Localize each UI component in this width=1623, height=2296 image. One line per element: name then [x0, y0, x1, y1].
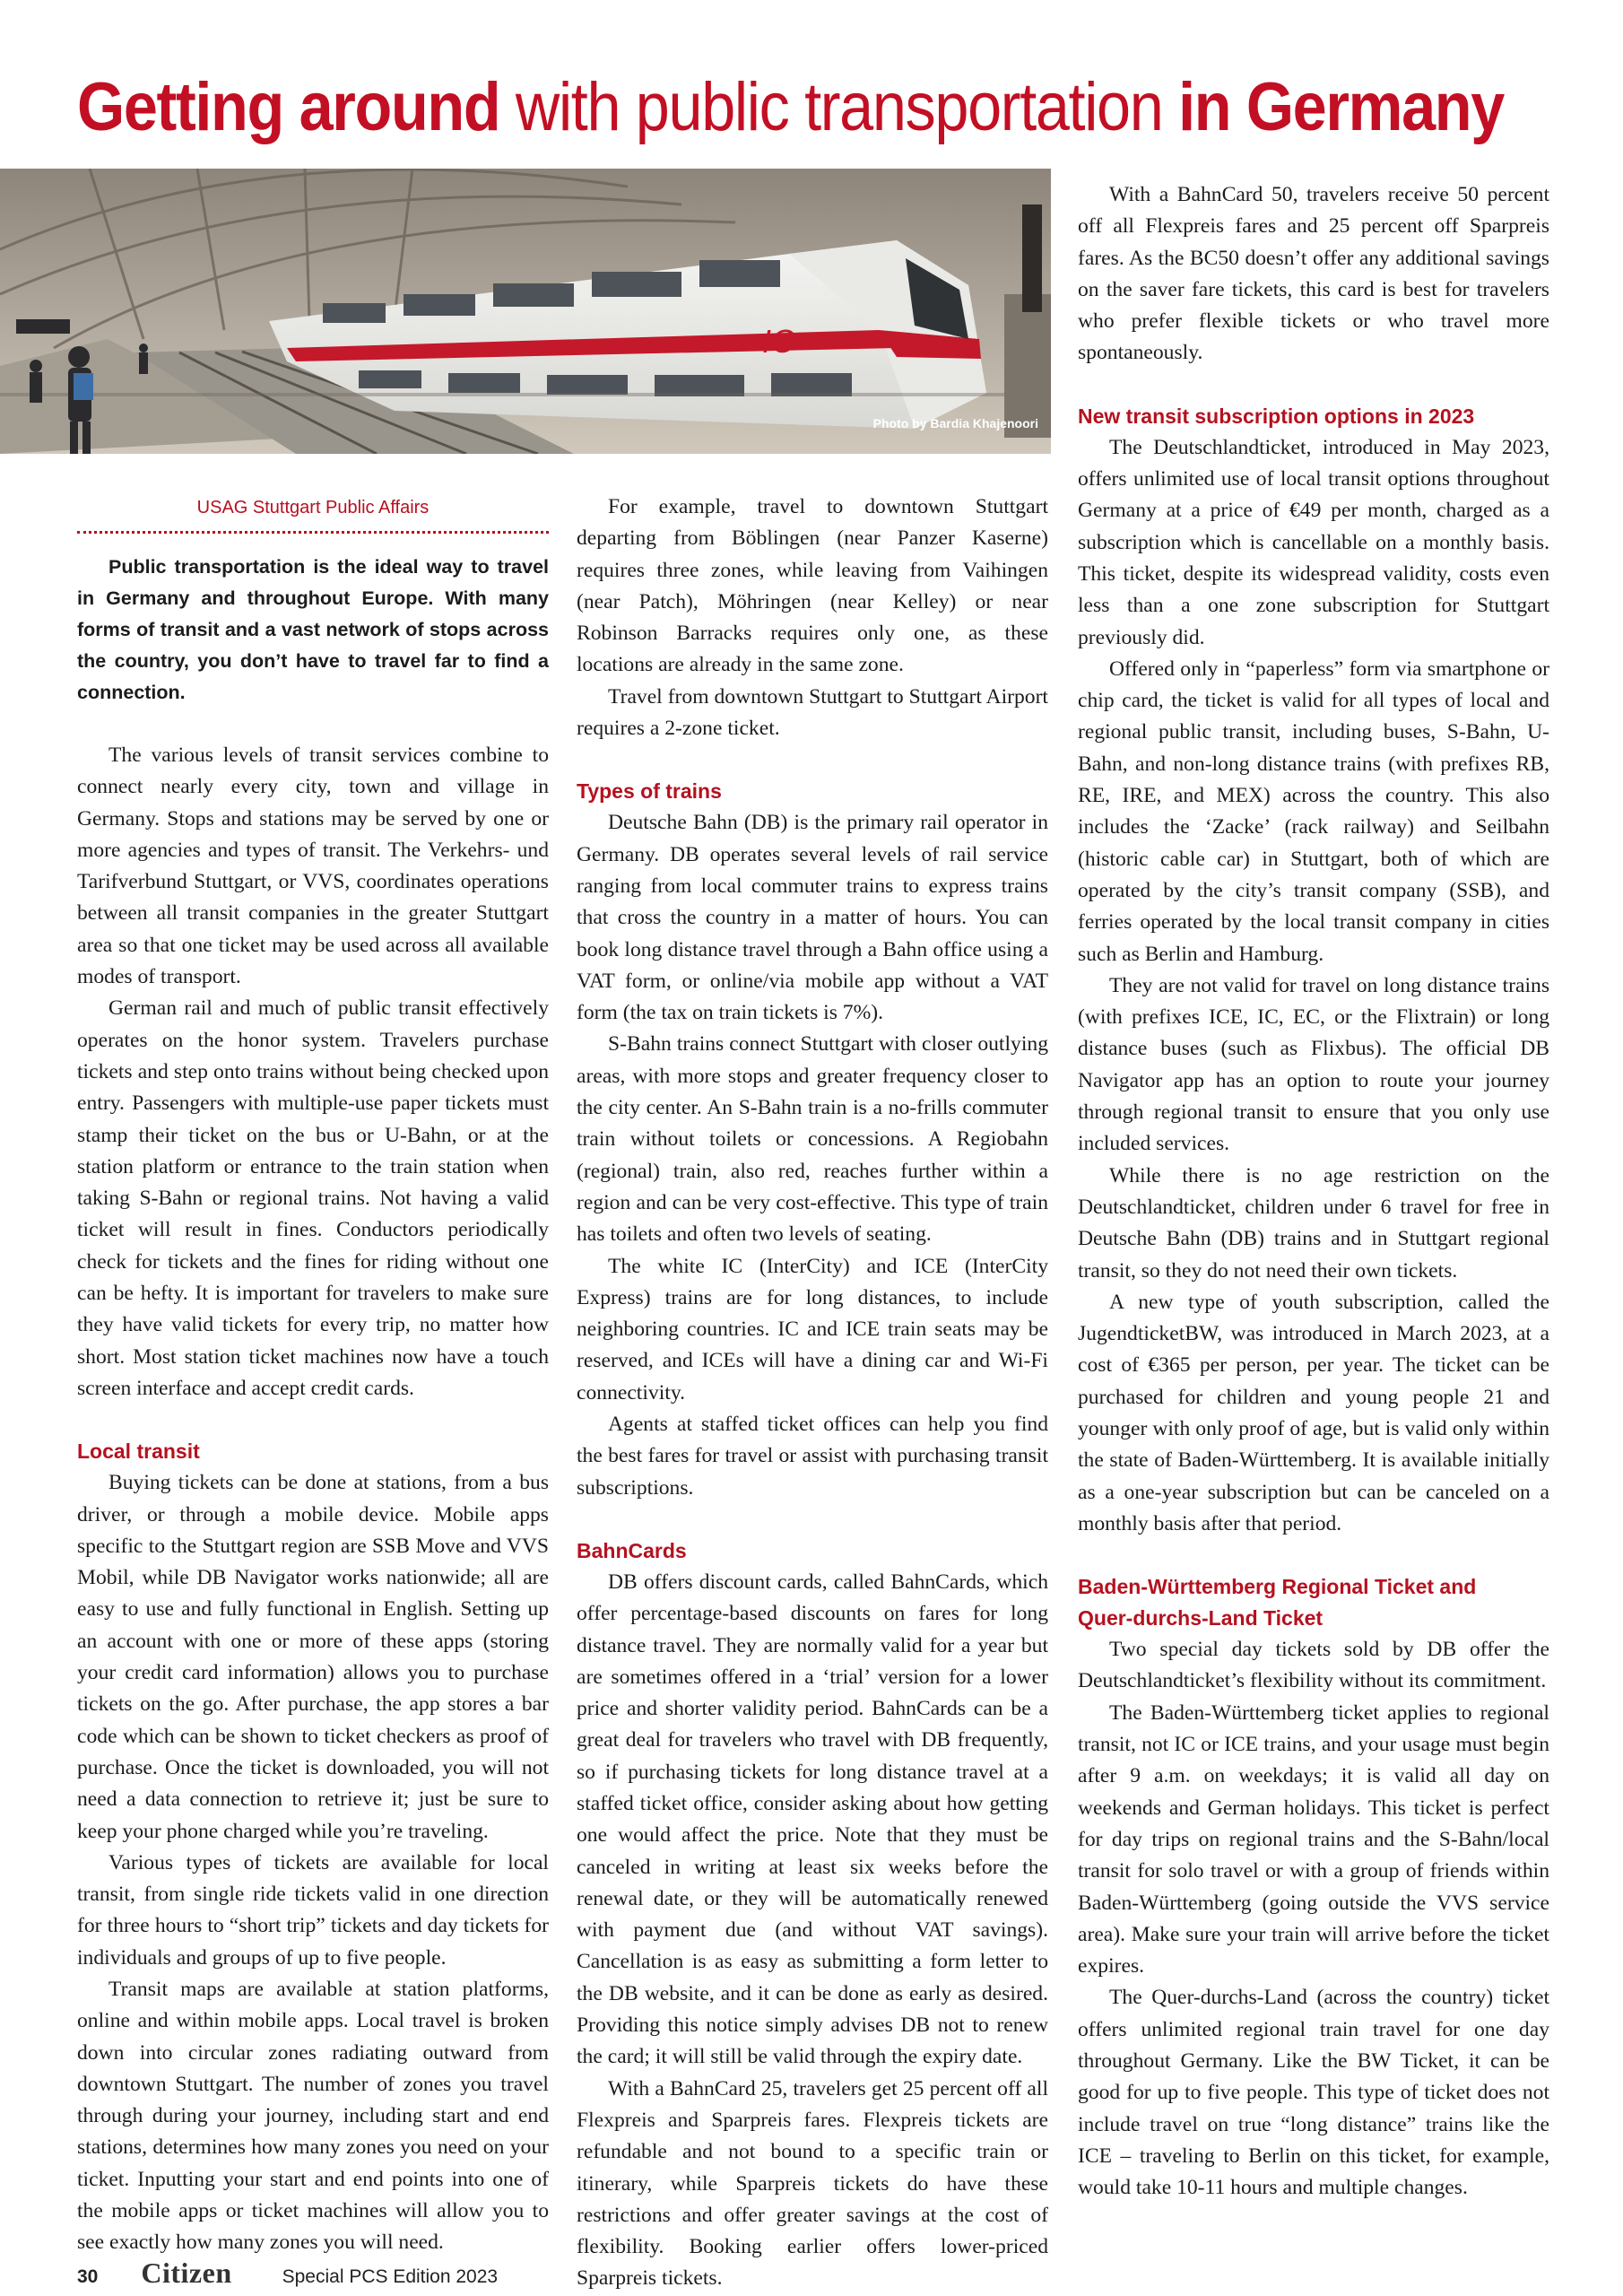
column-1: [77, 493, 549, 2259]
title-part-1: Getting around: [77, 69, 500, 145]
paragraph: The Deutschlandticket, introduced in May 2023, offers unlimited use of local transit options throughout Germany at a price of €49 per month, charged as a subscription which is cancellable on a monthly basis. This ticket, despite its widespread validity, costs even less than a one zone subscription for Stuttgart previously did.: [1078, 435, 1549, 649]
title-part-2: with public transportation: [499, 69, 1179, 145]
paragraph: S-Bahn trains connect Stuttgart with closer outlying areas, with more stops and greater frequency closer to the city center. An S-Bahn train is a no-frills commuter train without toilets or concessions. A Regiobahn (regional) train, also red, reaches further within a region and can be very cost-effective. This type of train has toilets and often two levels of seating.: [577, 1032, 1048, 1247]
article-title: [77, 63, 1504, 152]
paragraph: The white IC (InterCity) and ICE (InterCity Express) trains are for long distances, to include neighboring countries. IC and ICE train seats may be reserved, and ICEs will have a dining car and Wi-Fi connectivity.: [577, 1254, 1048, 1405]
paragraph: Travel from downtown Stuttgart to Stuttgart Airport requires a 2-zone ticket.: [577, 684, 1048, 741]
section-heading-bahncards: BahnCards: [577, 1538, 687, 1562]
train-station-photo: [0, 169, 1051, 454]
paragraph: The Baden-Württemberg ticket applies to regional transit, not IC or ICE trains, and your usage must begin after 9 a.m. on weekdays; it is valid all day on weekends and German holidays. This ticket is perfect for day trips on regional trains and the S-Bahn/local transit for solo travel or with a group of friends within Baden-Württemberg (going outside the VVS service area). Make sure your train will arrive before the ticket expires.: [1078, 1700, 1549, 1979]
title-part-3: in Germany: [1178, 69, 1504, 145]
section-heading-bw-ticket: [1078, 1571, 1549, 1634]
photo-credit: Photo by Bardia Khajenoori: [872, 416, 1038, 430]
paragraph: While there is no age restriction on the Deutschlandticket, children under 6 travel for free in Deutsche Bahn (DB) trains and in Stuttgart regional transit, so they do not need their own tickets.: [1078, 1163, 1549, 1283]
paragraph: Transit maps are available at station platforms, online and within mobile apps. Local travel is broken down into circular zones radiating outward from downtown Stuttgart. The number of zones you travel through during your journey, including start and end stations, determines how many zones you need on your ticket. Inputting your start and end points into one of the mobile apps or ticket machines will allow you to see exactly how many zones you will need.: [77, 1977, 549, 2255]
edition-label: Special PCS Edition 2023: [282, 2266, 499, 2287]
heading-line-2: Quer-durchs-Land Ticket: [1078, 1606, 1324, 1631]
page-footer: [77, 2257, 498, 2292]
page-number: 30: [77, 2266, 99, 2287]
paragraph: The various levels of transit services combine to connect nearly every city, town and village in Germany. Stops and stations may be served by one or more agencies and types of transit. The Verkehrs- und Tarifverbund Stuttgart, or VVS, coordinates operations between all transit companies in the greater Stuttgart area so that one ticket may be used across all available modes of transport.: [77, 744, 549, 989]
train-ic-mark: IC: [762, 323, 794, 360]
section-heading-local-transit: Local transit: [77, 1439, 200, 1464]
section-heading-types-of-trains: Types of trains: [577, 779, 722, 804]
train-illustration: [0, 169, 1051, 454]
paragraph: The Quer-durchs-Land (across the country) ticket offers unlimited regional train travel for one day throughout Germany. Like the BW Ticket, it can be good for up to five people. This type of ticket does not include travel on true “long distance” trains like the ICE – traveling to Berlin on this ticket, for example, would take 10-11 hours and multiple changes.: [1078, 1986, 1549, 2200]
paragraph: Two special day tickets sold by DB offer the Deutschlandticket’s flexibility without its commitment.: [1078, 1638, 1549, 1693]
paragraph: A new type of youth subscription, called the JugendticketBW, was introduced in March 2023, at a cost of €365 per person, per year. The ticket can be purchased for children and young people 21 and younger with only proof of age, but is valid only within the state of Baden-Württemberg. It is available initially as a one-year subscription but can be canceled on a monthly basis after that period.: [1078, 1290, 1549, 1535]
paragraph: Deutsche Bahn (DB) is the primary rail operator in Germany. DB operates several levels of rail service ranging from local commuter trains to express trains that cross the country in a matter of hours. You can book long distance travel through a Bahn office using a VAT form, or online/via mobile app without a VAT form (the tax on train tickets is 7%).: [577, 811, 1048, 1025]
paragraph: They are not valid for travel on long distance trains (with prefixes ICE, IC, EC, or the Flixtrain) or long distance buses (such as Flixbus). The official DB Navigator app has an option to route your journey through regional transit to ensure that you only use included services.: [1078, 973, 1549, 1156]
column-3: [1078, 179, 1549, 2205]
column-2: [577, 491, 1048, 2295]
paragraph: With a BahnCard 50, travelers receive 50 percent off all Flexpreis fares and 25 percent off Sparpreis fares. As the BC50 doesn’t offer any additional savings on the saver fare tickets, this card is best for travelers who prefer flexible tickets or who travel more spontaneously.: [1078, 183, 1549, 365]
paragraph: Offered only in “paperless” form via smartphone or chip card, the ticket is valid for all types of local and regional public transit, including buses, S-Bahn, U-Bahn, and non-long distance trains (with prefixes RB, RE, IRE, and MEX) across the country. This also includes the ‘Zacke’ (rack railway) and Seilbahn (historic cable car) in Stuttgart, both of which are operated by the city’s transit company (SSB), and ferries operated by the local transit company in cities such as Berlin and Hamburg.: [1078, 657, 1549, 966]
paragraph: For example, travel to downtown Stuttgart departing from Böblingen (near Panzer Kaserne) requires three zones, while leaving from Vaihingen (near Patch), Möhringen (near Kelley) or near Robinson Barracks requires only one, as these locations are already in the same zone.: [577, 495, 1048, 677]
lead-paragraph: Public transportation is the ideal way to travel in Germany and throughout Europe. With many forms of transit and a vast network of stops across the country, you don’t have to travel far to find a connection.: [77, 556, 549, 703]
byline: USAG Stuttgart Public Affairs: [77, 493, 549, 534]
paragraph: DB offers discount cards, called BahnCards, which offer percentage-based discounts on fares for long distance travel. They are normally valid for a year but are sometimes offered in a ‘trial’ version for a lower price and shorter validity period. BahnCards can be a great deal for travelers who travel with DB frequently, so if purchasing tickets for long distance travel at a staffed ticket office, consider asking about how getting one would affect the price. Note that they must be canceled in writing at least six weeks before the renewal date, or they will be automatically renewed with payment due (and without VAT savings). Cancellation is as easy as submitting a form letter to the DB website, and it can be done as early as desired. Providing this notice simply advises DB not to renew the card; it will still be valid through the expiry date.: [577, 1570, 1048, 2069]
paragraph: Various types of tickets are available for local transit, from single ride tickets valid in one direction for three hours to “short trip” tickets and day tickets for individuals and groups of up to five people.: [77, 1850, 549, 1970]
paragraph: German rail and much of public transit effectively operates on the honor system. Travelers purchase tickets and step onto trains without being checked upon entry. Passengers with multiple-use paper tickets must stamp their ticket on the bus or U-Bahn, or at the station platform or entrance to the train station when taking S-Bahn or regional trains. Not having a valid ticket will result in fines. Conductors periodically check for tickets and the fines for riding without one can be hefty. It is important for travelers to make sure they have valid tickets for every trip, no matter how short. Most station ticket machines now have a touch screen interface and accept credit cards.: [77, 996, 549, 1400]
paragraph: Buying tickets can be done at stations, from a bus driver, or through a mobile device. Mobile apps specific to the Stuttgart region are SSB Move and VVS Mobil, while DB Navigator works nationwide; all are easy to use and fully functional in English. Setting up an account with one or more of these apps (storing your credit card information) allows you to purchase tickets on the go. After purchase, the app stores a bar code which can be shown to ticket checkers as proof of purchase. Once the ticket is downloaded, you will not need a data connection to retrieve it; just be sure to keep your phone charged while you’re traveling.: [77, 1471, 549, 1843]
paragraph: Agents at staffed ticket offices can help you find the best fares for travel or assist with purchasing transit subscriptions.: [577, 1413, 1048, 1500]
paragraph: With a BahnCard 25, travelers get 25 percent off all Flexpreis and Sparpreis fares. Flexpreis tickets are refundable and not bound to a specific train or itinerary, while Sparpreis tickets do have these restrictions and offer greater savings at the cost of flexibility. Booking earlier offers lower-priced Sparpreis tickets.: [577, 2076, 1048, 2291]
heading-line-1: Baden-Württemberg Regional Ticket and: [1078, 1575, 1477, 1599]
citizen-logo: Citizen: [141, 2257, 232, 2289]
section-heading-new-subscriptions: New transit subscription options in 2023: [1078, 404, 1475, 428]
